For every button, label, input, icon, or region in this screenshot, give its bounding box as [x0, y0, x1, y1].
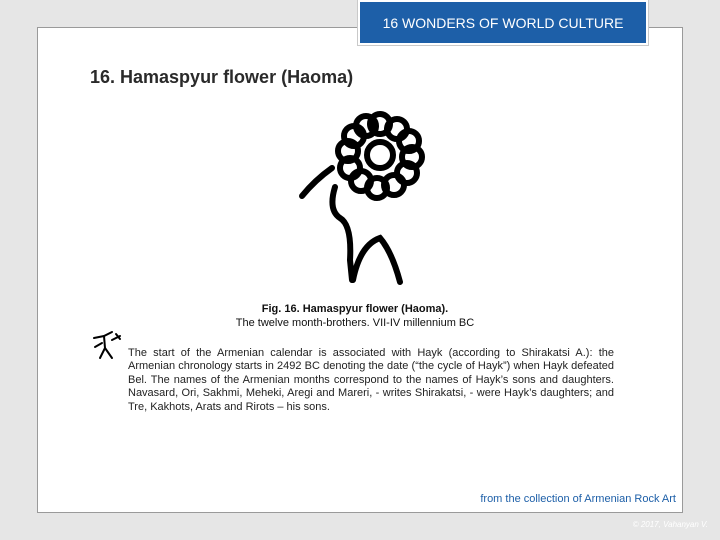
copyright-note: © 2017, Vahanyan V. [632, 520, 708, 529]
caption-title: Fig. 16. Hamaspyur flower (Haoma). [261, 303, 449, 315]
slide-title: 16. Hamaspyur flower (Haoma) [90, 67, 354, 87]
hamaspyur-flower-petroglyph [280, 110, 440, 295]
caption-subtitle: The twelve month-brothers. VII-IV millennium BC [235, 317, 475, 329]
source-credit: from the collection of Armenian Rock Art [480, 493, 676, 505]
rock-art-figure-icon [90, 330, 124, 362]
body-paragraph: The start of the Armenian calendar is associated with Hayk (according to Shirakatsi A.): the Armenian chronology starts in 2492 BC denoting the date (“the cycle of Hayk”) when Hayk defeated Bel. The names of the Armenian months correspond to the names of Hayk’s sons and daughters. Navasard, Ori, Sakhmi, Meheki, Aregi and Mareri, - writes Shirakatsi, - were Hayk’s daughters; and Tre, Kakhots, Arats and Rirots – his sons. [128, 347, 614, 413]
figure-caption [200, 303, 510, 329]
header-banner: 16 WONDERS OF WORLD CULTURE [358, 0, 648, 45]
